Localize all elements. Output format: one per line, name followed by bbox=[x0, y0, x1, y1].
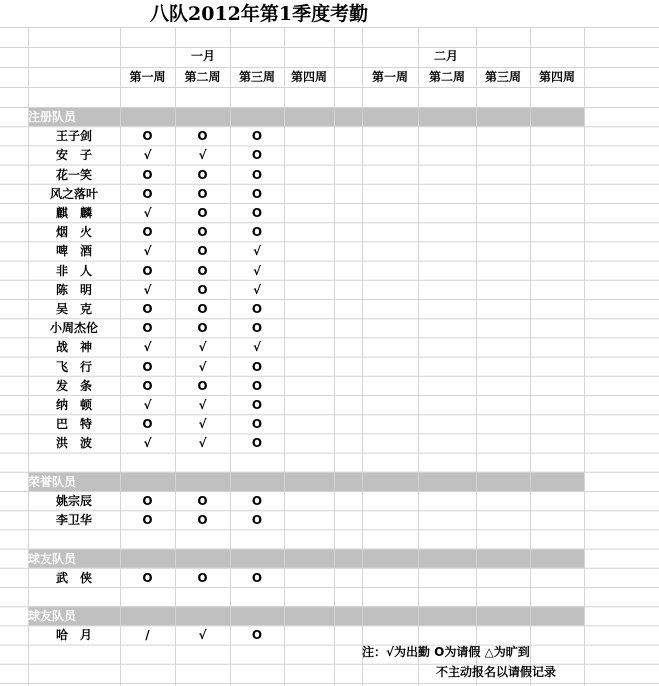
member-name: 洪 波 bbox=[55, 436, 92, 451]
attendance-mark: O bbox=[251, 206, 263, 220]
attendance-mark: O bbox=[197, 302, 208, 316]
attendance-mark: √ bbox=[198, 436, 207, 451]
attendance-mark: √ bbox=[143, 436, 152, 451]
member-name: 花一笑 bbox=[55, 167, 92, 182]
member-name: 吴 克 bbox=[55, 302, 92, 316]
attendance-mark: O bbox=[142, 129, 153, 144]
attendance-mark: O bbox=[197, 225, 208, 240]
attendance-mark: √ bbox=[252, 244, 261, 259]
member-name: 风之落叶 bbox=[49, 186, 98, 201]
attendance-mark: O bbox=[142, 513, 153, 528]
attendance-mark: O bbox=[142, 570, 153, 585]
attendance-mark: √ bbox=[198, 340, 207, 355]
attendance-mark: √ bbox=[143, 282, 152, 297]
member-name: 武 侠 bbox=[55, 570, 92, 585]
member-name: 姚宗辰 bbox=[55, 494, 92, 508]
attendance-mark: O bbox=[251, 417, 263, 432]
section-band bbox=[28, 606, 584, 625]
section-label: 注册队员 bbox=[28, 110, 77, 124]
week-header: 第二周 bbox=[428, 70, 465, 84]
legend-note: 注：√为出勤 O为请假 △为旷到 bbox=[362, 645, 530, 659]
section-label: 球友队员 bbox=[28, 551, 77, 566]
attendance-mark: O bbox=[251, 378, 263, 393]
attendance-mark: O bbox=[251, 225, 263, 240]
attendance-mark: √ bbox=[143, 148, 152, 163]
member-name: 陈 明 bbox=[55, 282, 92, 297]
attendance-mark: √ bbox=[252, 263, 261, 278]
member-name: 李卫华 bbox=[55, 513, 92, 528]
section-band bbox=[28, 549, 584, 568]
member-name: 小周杰伦 bbox=[49, 321, 98, 336]
attendance-mark: O bbox=[251, 186, 263, 201]
attendance-mark: O bbox=[251, 570, 263, 585]
attendance-mark: O bbox=[251, 129, 263, 144]
week-header: 第四周 bbox=[290, 70, 327, 84]
member-name: 纳 顿 bbox=[55, 398, 92, 412]
section-label: 球友队员 bbox=[28, 609, 77, 624]
attendance-mark: O bbox=[142, 321, 153, 336]
week-header: 第三周 bbox=[484, 70, 521, 84]
attendance-mark: O bbox=[251, 302, 263, 316]
member-name: 啤 酒 bbox=[55, 244, 92, 259]
attendance-mark: O bbox=[142, 494, 153, 508]
attendance-mark: O bbox=[197, 206, 208, 220]
attendance-mark: O bbox=[251, 494, 263, 508]
attendance-mark: O bbox=[142, 263, 153, 278]
attendance-mark: √ bbox=[252, 340, 261, 355]
attendance-mark: √ bbox=[143, 340, 152, 355]
attendance-mark: O bbox=[197, 263, 208, 278]
member-name: 发 条 bbox=[55, 378, 92, 393]
member-name: 战 神 bbox=[55, 340, 92, 355]
attendance-mark: O bbox=[197, 282, 208, 297]
attendance-mark: √ bbox=[198, 398, 207, 412]
attendance-mark: √ bbox=[143, 206, 152, 220]
month-header-feb: 二月 bbox=[433, 49, 458, 63]
attendance-mark: √ bbox=[198, 359, 207, 374]
attendance-mark: O bbox=[142, 378, 153, 393]
attendance-mark: √ bbox=[143, 398, 152, 412]
legend-rule: 不主动报名以请假记录 bbox=[436, 665, 557, 679]
attendance-mark: O bbox=[142, 359, 153, 374]
week-header: 第三周 bbox=[238, 70, 275, 84]
attendance-mark: O bbox=[251, 167, 263, 182]
attendance-mark: O bbox=[251, 148, 263, 163]
attendance-mark: O bbox=[197, 244, 208, 259]
attendance-mark: O bbox=[197, 186, 208, 201]
section-band bbox=[28, 107, 584, 126]
attendance-mark: O bbox=[251, 436, 263, 451]
member-name: 哈 月 bbox=[55, 628, 92, 643]
attendance-mark: O bbox=[197, 494, 208, 508]
attendance-mark: √ bbox=[198, 628, 207, 643]
attendance-mark: / bbox=[145, 628, 150, 643]
attendance-mark: √ bbox=[198, 417, 207, 432]
week-header: 第一周 bbox=[129, 70, 166, 84]
attendance-mark: O bbox=[251, 628, 263, 643]
section-label: 荣誉队员 bbox=[28, 474, 77, 489]
attendance-mark: √ bbox=[198, 148, 207, 163]
attendance-mark: O bbox=[142, 167, 153, 182]
member-name: 麒 麟 bbox=[55, 206, 92, 220]
section-band bbox=[28, 472, 584, 491]
attendance-mark: √ bbox=[252, 282, 261, 297]
member-name: 王子剑 bbox=[55, 129, 92, 144]
attendance-mark: O bbox=[197, 570, 208, 585]
attendance-mark: O bbox=[142, 225, 153, 240]
attendance-mark: O bbox=[197, 321, 208, 336]
member-name: 巴 特 bbox=[55, 417, 92, 432]
attendance-mark: O bbox=[142, 417, 153, 432]
week-header: 第二周 bbox=[184, 70, 221, 84]
week-header: 第四周 bbox=[538, 70, 575, 84]
attendance-mark: O bbox=[197, 167, 208, 182]
attendance-mark: O bbox=[251, 321, 263, 336]
attendance-mark: O bbox=[197, 129, 208, 144]
member-name: 安 子 bbox=[55, 148, 92, 163]
attendance-mark: O bbox=[251, 359, 263, 374]
member-name: 烟 火 bbox=[55, 225, 92, 240]
week-header: 第一周 bbox=[371, 70, 408, 84]
attendance-mark: O bbox=[197, 378, 208, 393]
member-name: 飞 行 bbox=[55, 359, 92, 374]
attendance-mark: O bbox=[197, 513, 208, 528]
attendance-mark: O bbox=[251, 398, 263, 412]
month-header-jan: 一月 bbox=[190, 49, 215, 63]
attendance-mark: O bbox=[142, 186, 153, 201]
attendance-mark: O bbox=[251, 513, 263, 528]
attendance-mark: √ bbox=[143, 244, 152, 259]
sheet-title: 八队2012年第1季度考勤 bbox=[150, 3, 369, 25]
member-name: 非 人 bbox=[55, 263, 92, 278]
attendance-mark: O bbox=[142, 302, 153, 316]
